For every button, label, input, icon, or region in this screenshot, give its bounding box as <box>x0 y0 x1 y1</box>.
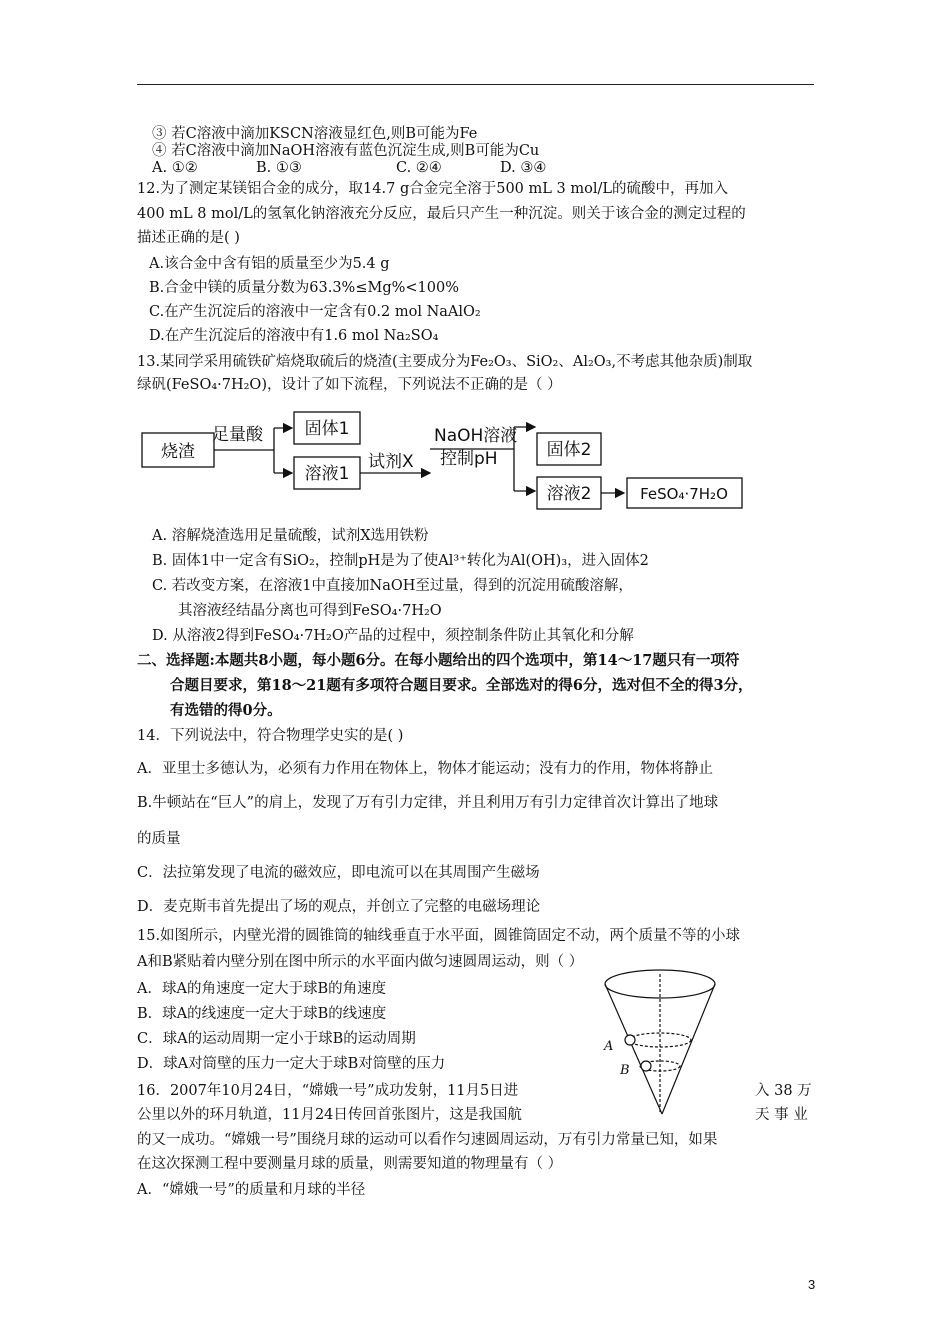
q13-option-b: B. 固体1中一定含有SiO₂，控制pH是为了使Al³⁺转化为Al(OH)₃，进入固体2 <box>152 553 649 569</box>
q16-stem-3: 的又一成功。“嫦娥一号”围绕月球的运动可以看作匀速圆周运动，万有引力常量已知，如果 <box>137 1132 718 1148</box>
answer-a: A. ①② <box>152 160 198 176</box>
flow-reagent-label: 试剂X <box>368 452 414 472</box>
q13-stem-2: 绿矾(FeSO₄·7H₂O)，设计了如下流程，下列说法不正确的是（ ） <box>137 377 562 393</box>
q12-stem-3: 描述正确的是( ) <box>137 230 240 246</box>
q12-stem-1: 12.为了测定某镁铝合金的成分，取14.7 g合金完全溶于500 mL 3 mol/L的硫酸中，再加入 <box>137 181 728 197</box>
q14-option-b-1: B.牛顿站在“巨人”的肩上，发现了万有引力定律，并且利用万有引力定律首次计算出了地球 <box>137 795 719 811</box>
flow-ph-label: 控制pH <box>440 449 498 469</box>
q16-stem-1a: 16．2007年10月24日，“嫦娥一号”成功发射，11月5日进 <box>137 1083 519 1099</box>
answer-options-q11 <box>152 159 546 177</box>
q15-option-d: D．球A对筒壁的压力一定大于球B对筒壁的压力 <box>137 1056 446 1072</box>
q14-option-c: C．法拉第发现了电流的磁效应，即电流可以在其周围产生磁场 <box>137 865 540 881</box>
ball-b <box>641 1061 651 1071</box>
q13-stem-1: 13.某同学采用硫铁矿焙烧取硫后的烧渣(主要成分为Fe₂O₃、SiO₂、Al₂O₃,不考虑其他杂质)制取 <box>137 354 753 370</box>
q15-option-c: C．球A的运动周期一定小于球B的运动周期 <box>137 1031 416 1047</box>
q12-option-c: C.在产生沉淀后的溶液中一定含有0.2 mol NaAlO₂ <box>149 304 481 320</box>
q13-option-c-1: C. 若改变方案，在溶液1中直接加NaOH至过量，得到的沉淀用硫酸溶解， <box>152 578 633 594</box>
flow-solid1-label: 固体1 <box>304 419 350 439</box>
q14-stem: 14．下列说法中，符合物理学史实的是( ) <box>137 728 404 744</box>
q12-option-b: B.合金中镁的质量分数为63.3%≤Mg%<100% <box>149 280 459 296</box>
flow-solution2-label: 溶液2 <box>546 484 592 504</box>
q16-stem-4: 在这次探测工程中要测量月球的质量，则需要知道的物理量有（ ） <box>137 1156 563 1172</box>
q12-option-a: A.该合金中含有铝的质量至少为5.4 g <box>149 256 390 272</box>
label-a: A <box>604 1039 614 1054</box>
q12-stem-2: 400 mL 8 mol/L的氢氧化钠溶液充分反应，最后只产生一种沉淀。则关于该合金的测定过程的 <box>137 206 746 222</box>
q16-stem-1b: 入 38 万 <box>755 1083 812 1099</box>
section-2-heading-3: 有选错的得0分。 <box>170 702 282 719</box>
q13-option-d: D. 从溶液2得到FeSO₄·7H₂O产品的过程中，须控制条件防止其氧化和分解 <box>152 628 634 644</box>
q13-option-c-2: 其溶液经结晶分离也可得到FeSO₄·7H₂O <box>178 603 442 619</box>
q14-option-d: D．麦克斯韦首先提出了场的观点，并创立了完整的电磁场理论 <box>137 899 541 915</box>
q15-stem-1: 15.如图所示，内壁光滑的圆锥筒的轴线垂直于水平面，圆锥筒固定不动，两个质量不等的小球 <box>137 928 741 944</box>
q16-stem-2b: 天 事 业 <box>755 1107 808 1123</box>
q13-option-a: A. 溶解烧渣选用足量硫酸，试剂X选用铁粉 <box>152 528 429 544</box>
section-2-heading-2: 合题目要求，第18～21题有多项符合题目要求。全部选对的得6分，选对但不全的得3分， <box>170 677 753 694</box>
page-number: 3 <box>808 1277 816 1292</box>
answer-b: B. ①③ <box>256 160 302 176</box>
option-line-4: ④ 若C溶液中滴加NaOH溶液有蓝色沉淀生成,则B可能为Cu <box>152 143 540 159</box>
flow-solution1-label: 溶液1 <box>304 464 350 484</box>
process-flowchart <box>137 410 757 520</box>
flow-acid-label: 足量酸 <box>212 425 263 445</box>
flow-product-label: FeSO₄·7H₂O <box>640 485 728 503</box>
q15-option-b: B．球A的线速度一定大于球B的线速度 <box>137 1006 387 1022</box>
cone-figure <box>600 962 720 1122</box>
q14-option-a: A．亚里士多德认为，必须有力作用在物体上，物体才能运动；没有力的作用，物体将静止 <box>137 761 713 777</box>
answer-c: C. ②④ <box>396 160 442 176</box>
q16-option-a: A．“嫦娥一号”的质量和月球的半径 <box>137 1182 366 1198</box>
q15-stem-2: A和B紧贴着内壁分别在图中所示的水平面内做匀速圆周运动，则（ ） <box>137 954 584 970</box>
option-line-3: ③ 若C溶液中滴加KSCN溶液显红色,则B可能为Fe <box>152 126 478 142</box>
flow-solid2-label: 固体2 <box>546 440 592 460</box>
section-2-heading-1: 二、选择题:本题共8小题，每小题6分。在每小题给出的四个选项中，第14～17题只有一项符 <box>137 652 740 669</box>
label-b: B <box>620 1063 630 1078</box>
header-rule <box>137 84 814 85</box>
q12-option-d: D.在产生沉淀后的溶液中有1.6 mol Na₂SO₄ <box>149 328 439 344</box>
q15-option-a: A．球A的角速度一定大于球B的角速度 <box>137 981 387 997</box>
ball-a <box>625 1035 635 1045</box>
q16-stem-2a: 公里以外的环月轨道，11月24日传回首张图片，这是我国航 <box>137 1107 522 1123</box>
q14-option-b-2: 的质量 <box>137 831 181 847</box>
answer-d: D. ③④ <box>500 160 547 176</box>
flow-naoh-label: NaOH溶液 <box>434 426 518 446</box>
flow-start-label: 烧渣 <box>161 442 195 462</box>
